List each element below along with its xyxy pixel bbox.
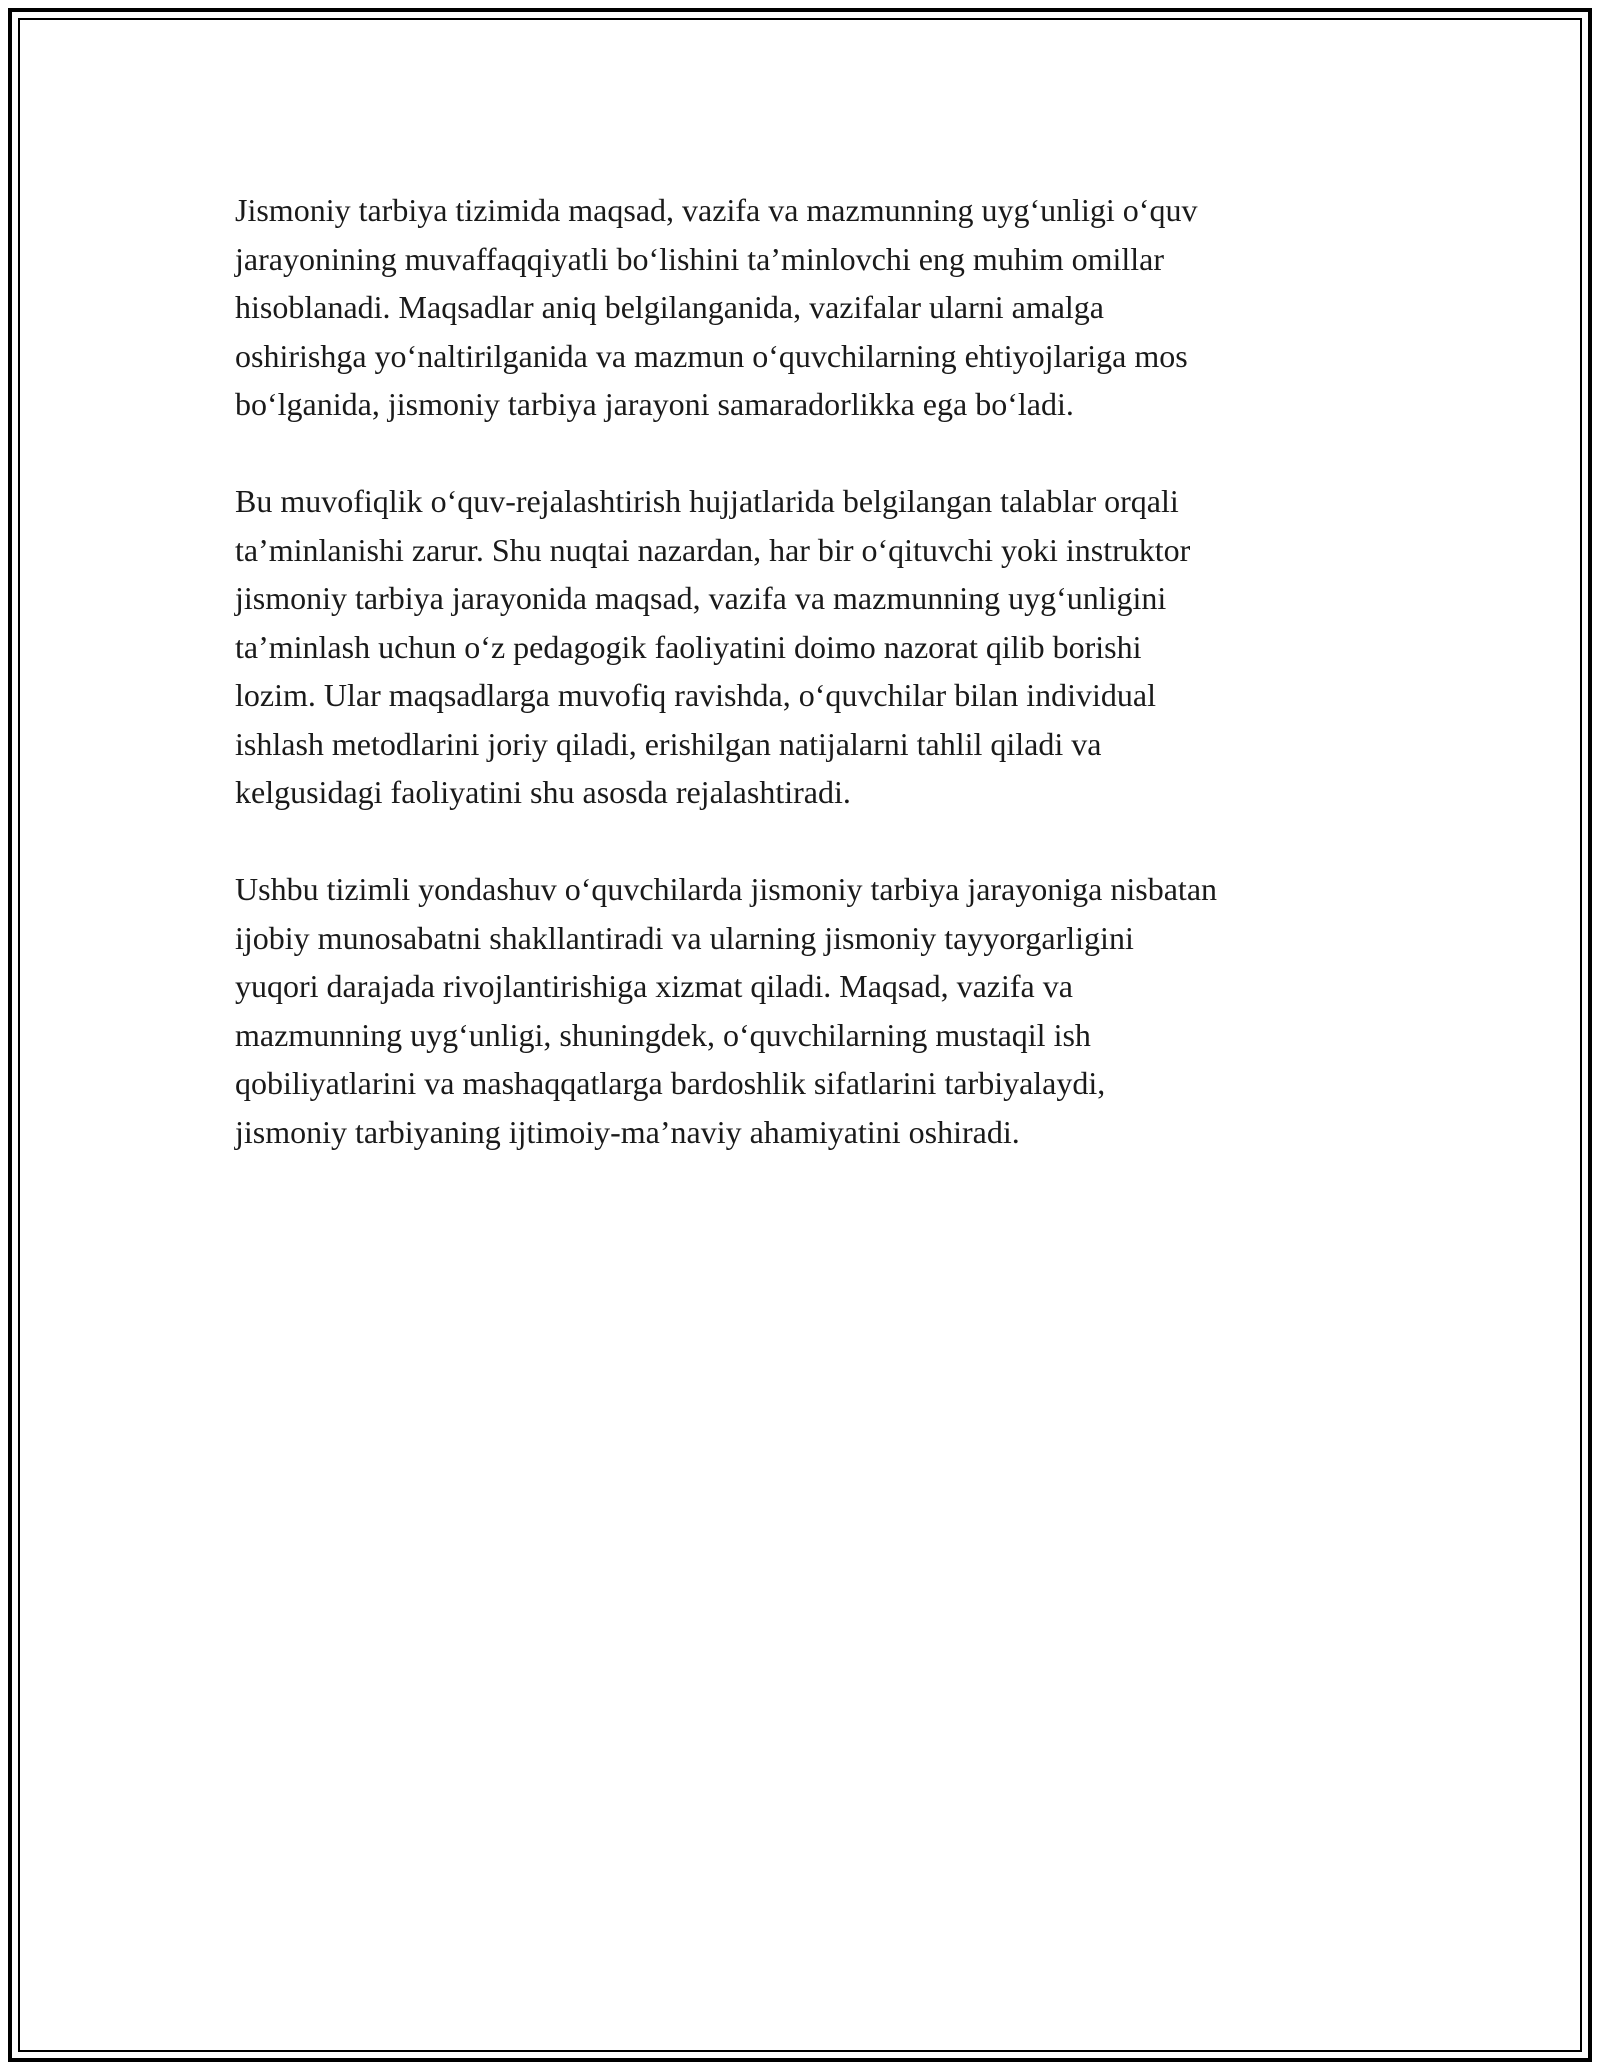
paragraph-1: Jismoniy tarbiya tizimida maqsad, vazifa va mazmunning uyg‘unligi o‘quv jarayonining muvaffaqqiyatli bo‘lishini ta’minlovchi eng muhim omillar hisoblanadi. Maqsadlar aniq belgilanganida, vazifalar ularni amalga oshirishga yo‘naltirilganida va mazmun o‘quvchilarning ehtiyojlariga mos bo‘lganida, jismoniy tarbiya jarayoni samaradorlikka ega bo‘ladi. <box>235 192 1198 422</box>
paragraph-3: Ushbu tizimli yondashuv o‘quvchilarda jismoniy tarbiya jarayoniga nisbatan ijobiy munosabatni shakllantiradi va ularning jismoniy tayyorgarligini yuqori darajada rivojlantirishiga xizmat qiladi. Maqsad, vazifa va mazmunning uyg‘unligi, shuningdek, o‘quvchilarning mustaqil ish qobiliyatlarini va mashaqqatlarga bardoshlik sifatlarini tarbiyalaydi, jismoniy tarbiyaning ijtimoiy-ma’naviy ahamiyatini oshiradi. <box>235 871 1218 1150</box>
paragraph-2: Bu muvofiqlik o‘quv-rejalashtirish hujjatlarida belgilangan talablar orqali ta’minlanishi zarur. Shu nuqtai nazardan, har bir o‘qituvchi yoki instruktor jismoniy tarbiya jarayonida maqsad, vazifa va mazmunning uyg‘unligini ta’minlash uchun o‘z pedagogik faoliyatini doimo nazorat qilib borishi lozim. Ular maqsadlarga muvofiq ravishda, o‘quvchilar bilan individual ishlash metodlarini joriy qiladi, erishilgan natijalarni tahlil qiladi va kelgusidagi faoliyatini shu asosda rejalashtiradi. <box>235 483 1191 810</box>
document-body <box>235 186 1385 1205</box>
